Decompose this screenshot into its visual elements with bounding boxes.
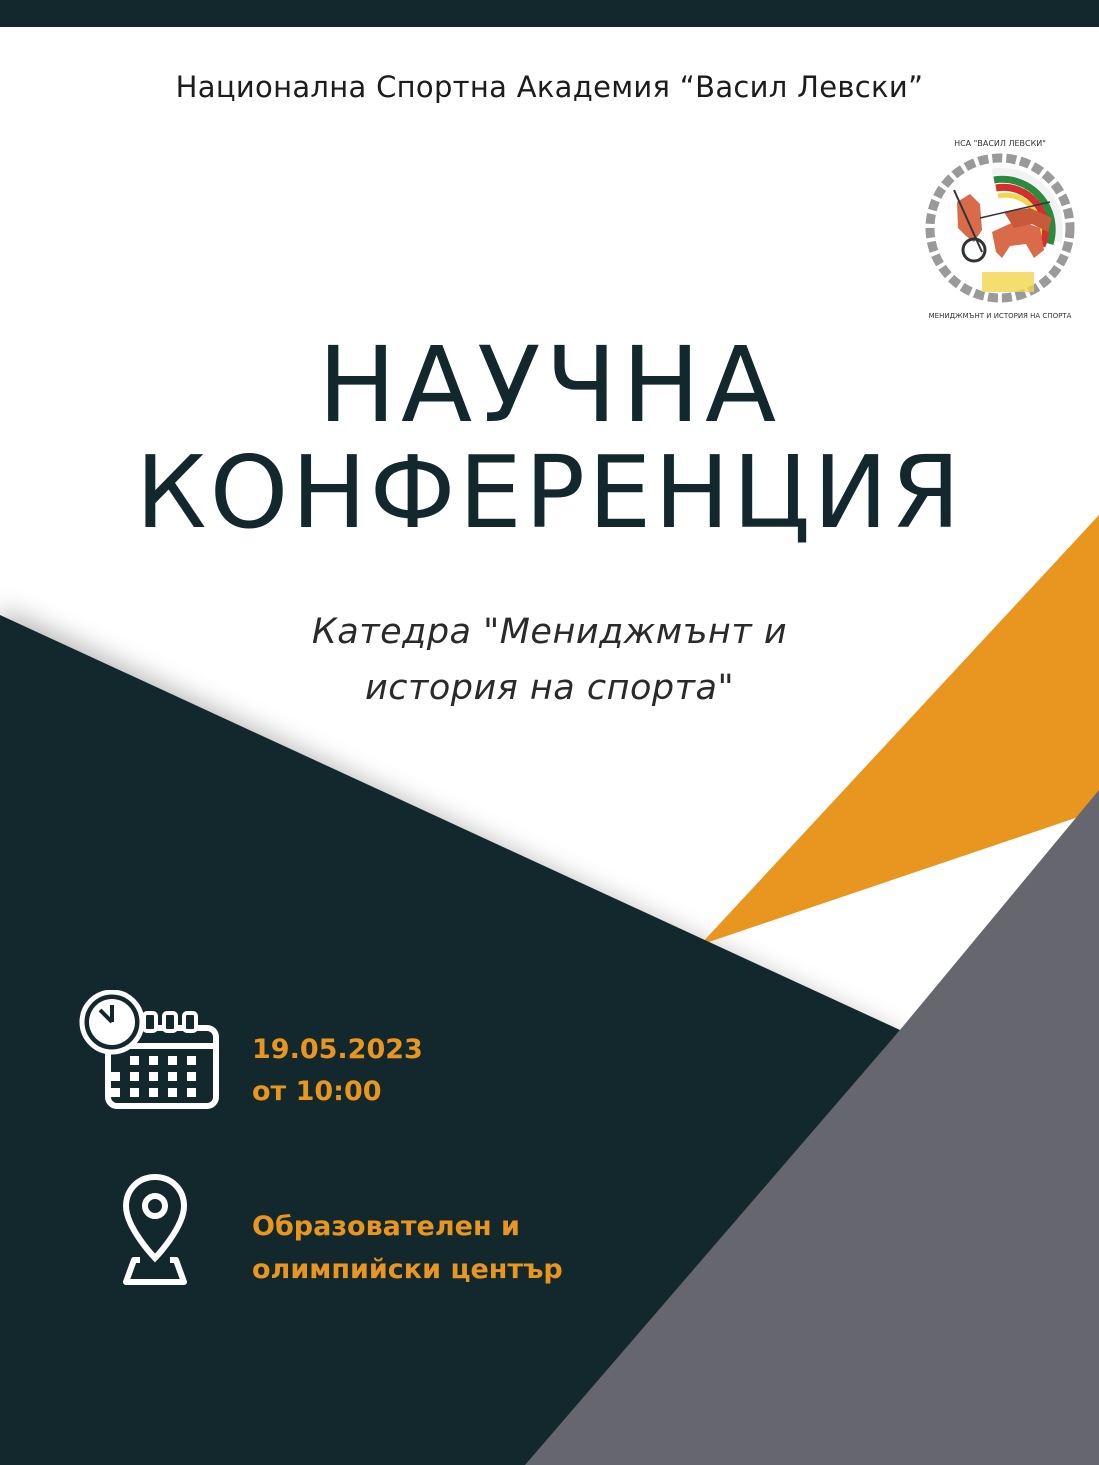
calendar-clock-icon xyxy=(78,990,223,1112)
nsa-logo xyxy=(922,132,1077,324)
title-line-2: КОНФЕРЕНЦИЯ xyxy=(135,434,964,551)
title-line-1: НАУЧНА xyxy=(317,324,782,446)
top-bar xyxy=(0,0,1099,27)
subtitle-line-2: история на спорта" xyxy=(364,668,735,708)
event-time: от 10:00 xyxy=(252,1076,382,1107)
logo-top-text: НСА "ВАСИЛ ЛЕВСКИ" xyxy=(954,139,1046,148)
venue-line-1: Образователен и xyxy=(252,1211,520,1242)
subtitle-line-1: Катедра "Мениджмънт и xyxy=(311,612,788,652)
academy-name: Национална Спортна Академия “Васил Левски” xyxy=(175,70,924,104)
map-pin-icon xyxy=(120,1172,190,1288)
venue-line-2: олимпийски център xyxy=(252,1254,563,1285)
event-date: 19.05.2023 xyxy=(252,1034,423,1065)
logo-bottom-text: МЕНИДЖМЪНТ И ИСТОРИЯ НА СПОРТА xyxy=(928,312,1072,320)
